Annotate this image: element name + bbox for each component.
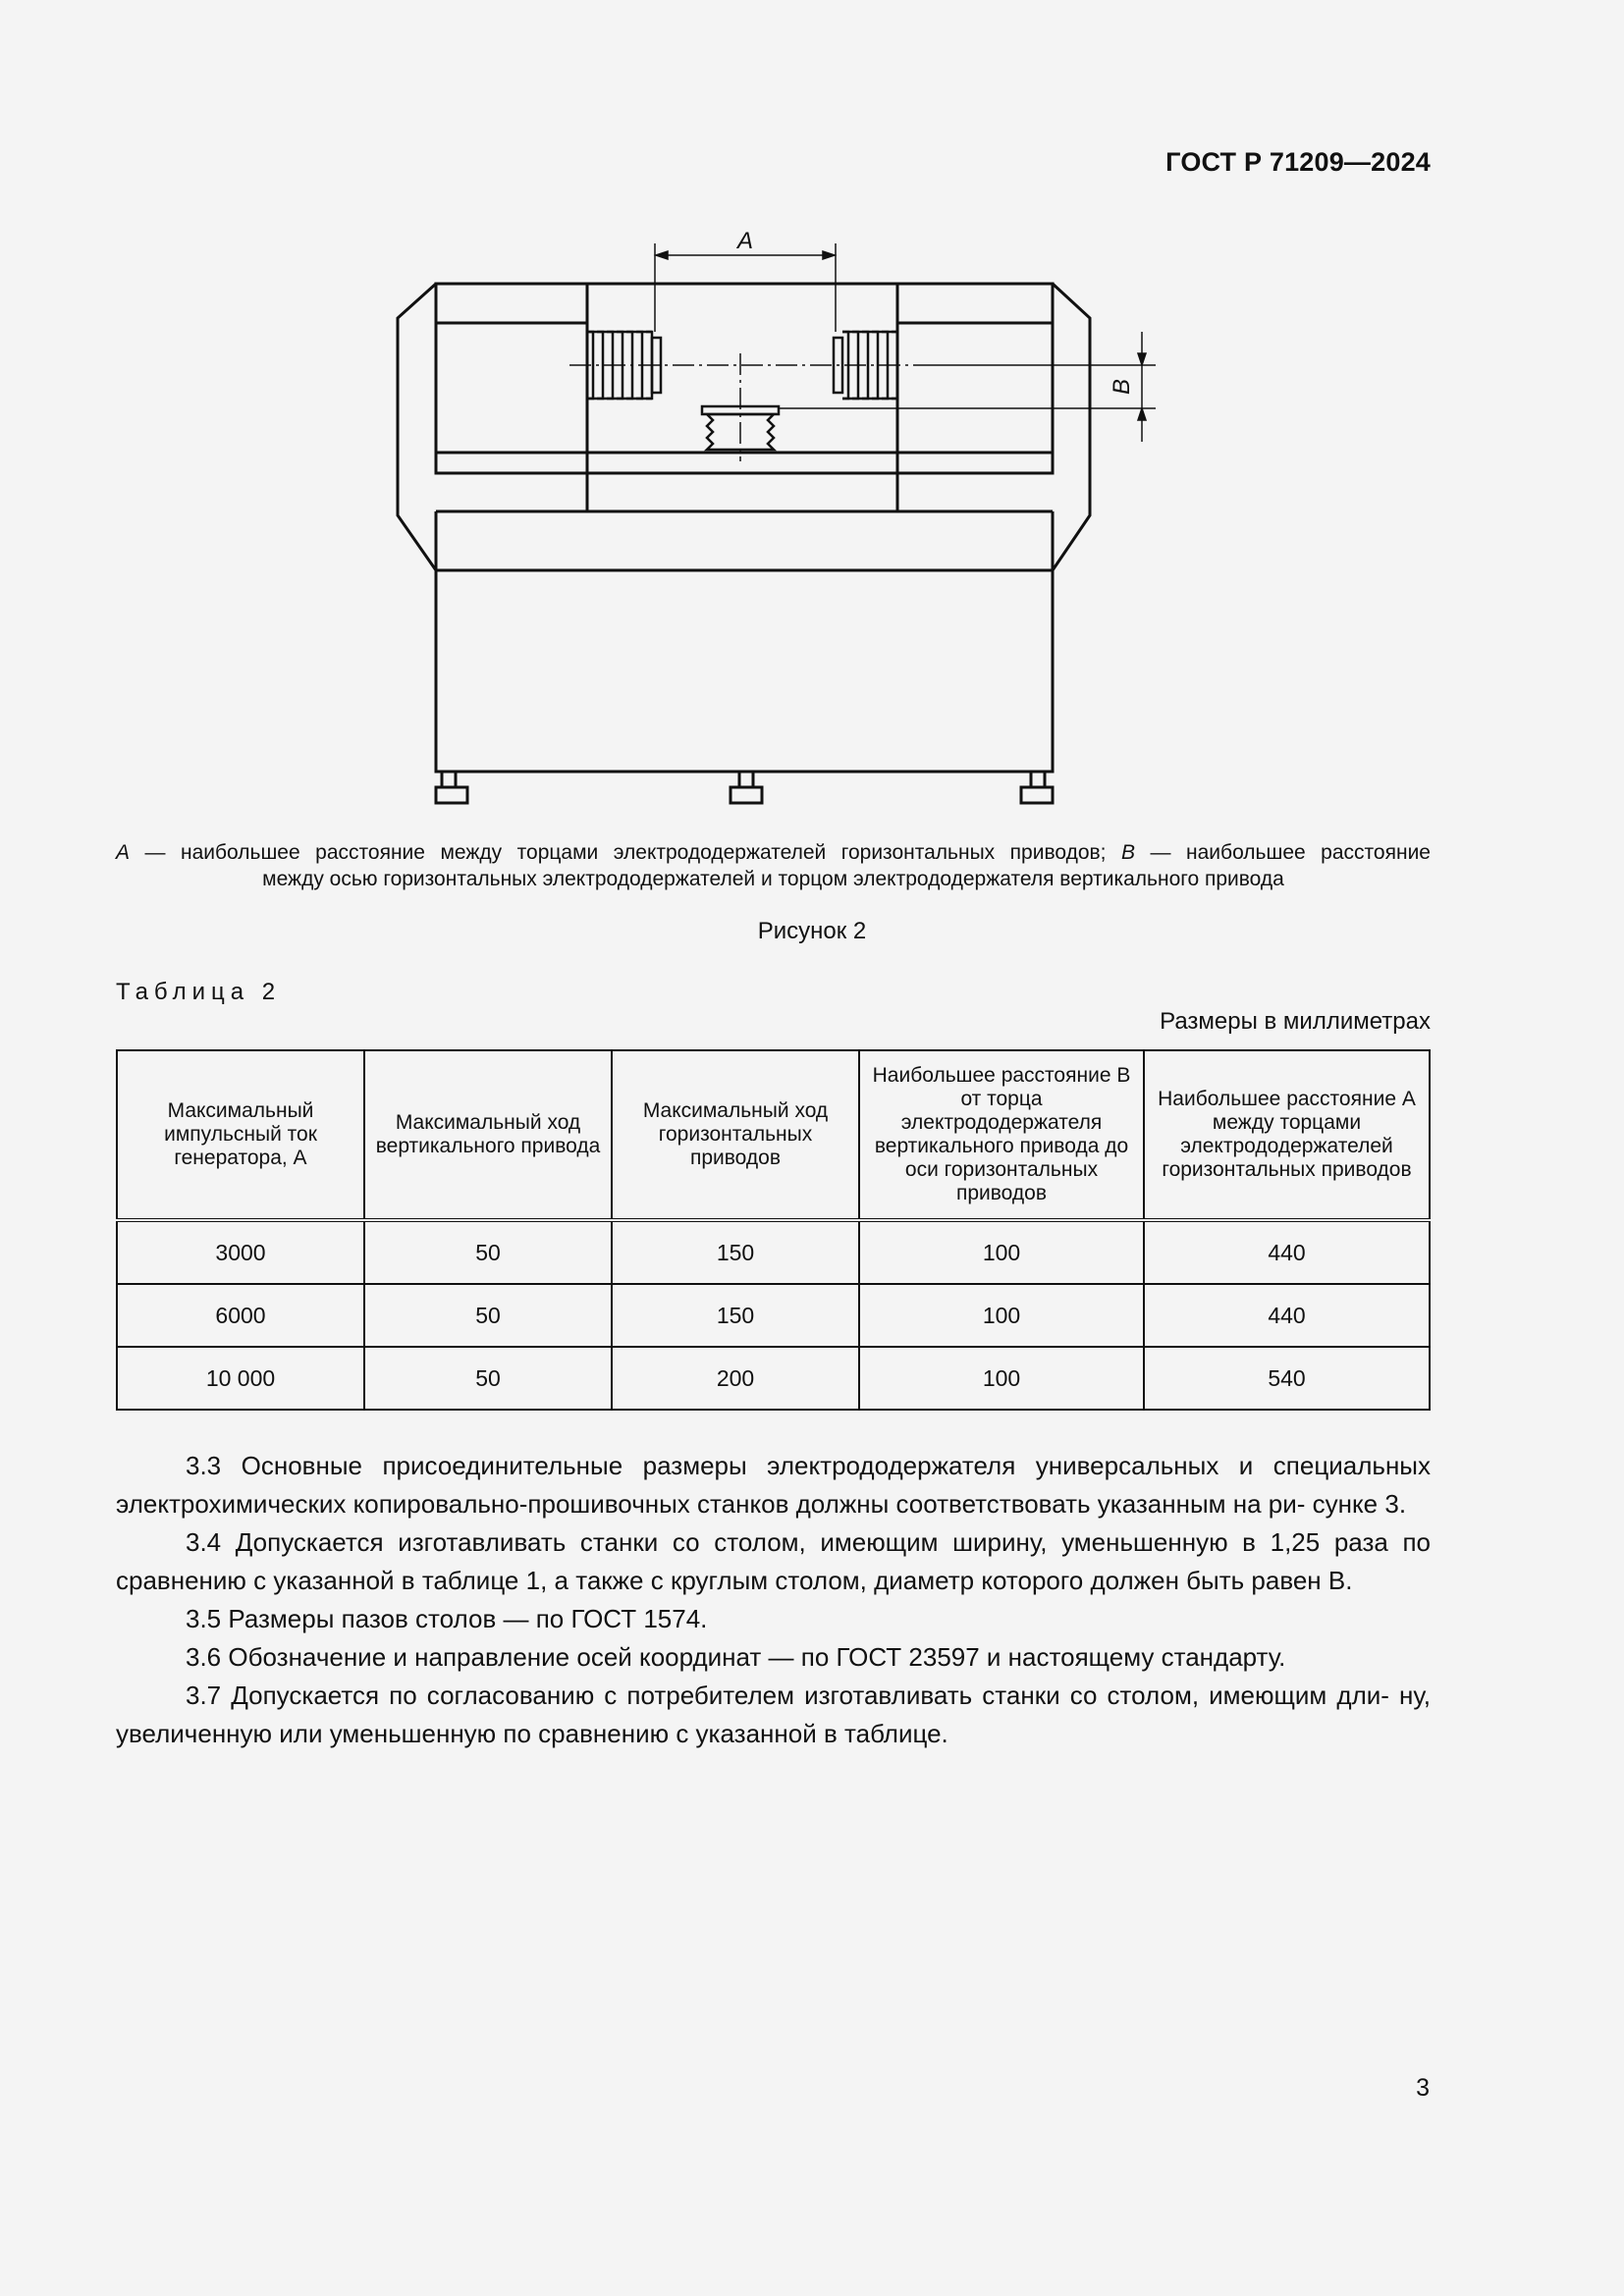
table-cell: 100	[859, 1220, 1144, 1284]
table-cell: 10 000	[117, 1347, 364, 1410]
table-cell: 150	[612, 1284, 859, 1347]
machine-drawing	[373, 216, 1257, 825]
table-cell: 440	[1144, 1284, 1430, 1347]
table-cell: 100	[859, 1347, 1144, 1410]
table-cell: 440	[1144, 1220, 1430, 1284]
dimensions-table	[116, 1049, 1431, 1411]
table-cell: 200	[612, 1347, 859, 1410]
body-text	[116, 1447, 1431, 1753]
header-cell: Максимальный импульсный ток генератора, А	[117, 1050, 364, 1220]
dimension-a-label: A	[736, 228, 754, 254]
table-row	[117, 1347, 1430, 1410]
dimension-b	[779, 332, 1156, 442]
table-cell: 100	[859, 1284, 1144, 1347]
foot-left	[436, 787, 467, 803]
dimension-b-label: B	[1109, 378, 1135, 396]
legend-line-2: между осью горизонтальных электрододержателей и торцом электрододержателя вертикального привода	[262, 868, 1284, 890]
right-side-wedge	[1053, 284, 1090, 570]
standard-code: ГОСТ Р 71209—2024	[1165, 147, 1431, 177]
table-cell: 50	[364, 1347, 612, 1410]
header-cell: Наибольшее расстояние A между торцами электрододержателей горизонтальных приводов	[1144, 1050, 1430, 1220]
paragraph-3-6: 3.6 Обозначение и направление осей координат — по ГОСТ 23597 и настоящему стандарту.	[186, 1642, 1286, 1672]
left-side-wedge	[398, 284, 436, 570]
header-cell: Максимальный ход вертикального привода	[364, 1050, 612, 1220]
table-cell: 6000	[117, 1284, 364, 1347]
table-header-row	[117, 1050, 1430, 1220]
dimension-a	[655, 243, 836, 332]
paragraph-3-7: 3.7 Допускается по согласованию с потребителем изготавливать станки со столом, имеющим дли- ну, увеличенную или уменьшенную по сравнению с указанной в таблице.	[116, 1681, 1431, 1748]
figure-legend	[116, 839, 1431, 892]
paragraph-3-3: 3.3 Основные присоединительные размеры электрододержателя универсальных и специальных электрохимических копировально-прошивочных станков должны соответствовать указанным на ри- сунке 3.	[116, 1451, 1431, 1519]
header-cell: Максимальный ход горизонтальных приводов	[612, 1050, 859, 1220]
table-title: Таблица 2	[116, 979, 282, 1005]
figure-title: Рисунок 2	[757, 918, 867, 944]
table-cell: 150	[612, 1220, 859, 1284]
header-cell: Наибольшее расстояние B от торца электрододержателя вертикального привода до оси горизонтальных приводов	[859, 1050, 1144, 1220]
table-cell: 3000	[117, 1220, 364, 1284]
paragraph-3-5: 3.5 Размеры пазов столов — по ГОСТ 1574.	[186, 1604, 708, 1633]
table-row	[117, 1220, 1430, 1284]
machine-base	[436, 570, 1053, 772]
paragraph-3-4: 3.4 Допускается изготавливать станки со столом, имеющим ширину, уменьшенную в 1,25 раза по сравнению с указанной в таблице 1, а также с круглым столом, диаметр которого должен быть равен B.	[116, 1527, 1431, 1595]
table-units: Размеры в миллиметрах	[1160, 1008, 1431, 1035]
foot-center	[731, 787, 762, 803]
table-cell: 540	[1144, 1347, 1430, 1410]
table-row	[117, 1284, 1430, 1347]
foot-right	[1021, 787, 1053, 803]
legend-line-1: A — наибольшее расстояние между торцами электрододержателей горизонтальных приводов; B — наибольшее расстояние	[116, 841, 1431, 864]
table-cell: 50	[364, 1220, 612, 1284]
page-number: 3	[1416, 2074, 1430, 2102]
table-cell: 50	[364, 1284, 612, 1347]
frame-outline	[436, 284, 1053, 473]
